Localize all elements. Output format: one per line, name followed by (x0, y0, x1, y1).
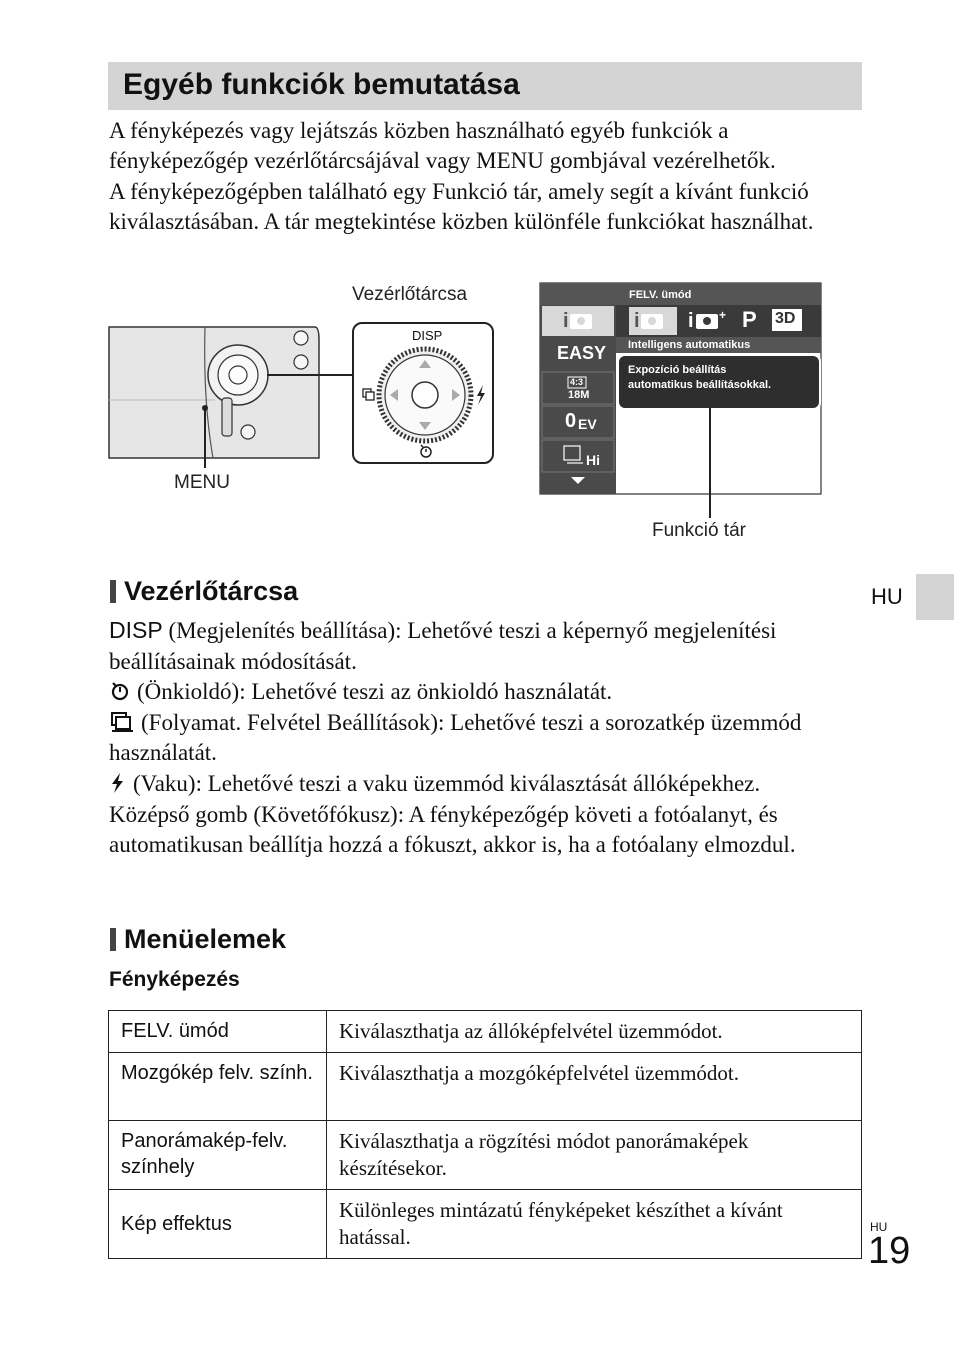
flash-line (109, 769, 869, 800)
menu-item-name: Mozgókép felv. szính. (109, 1053, 327, 1121)
menu-item-name: Kép effektus (109, 1190, 327, 1259)
menu-item-description: Különleges mintázatú fényképeket készíthet a kívánt hatással. (327, 1190, 862, 1259)
self-timer-icon (109, 680, 131, 702)
timer-description: (Önkioldó): Lehetővé teszi az önkioldó használatát. (137, 679, 613, 705)
label-function-tray: Funkció tár (652, 520, 746, 541)
menu-items-table (108, 1010, 862, 1259)
title-bar (108, 62, 862, 110)
image-ratio: 4:3 (570, 377, 584, 387)
ev-unit: EV (578, 416, 597, 432)
menu-subheading: Fényképezés (109, 968, 240, 991)
tooltip-line2: automatikus beállításokkal. (628, 379, 772, 391)
superior-auto-icon: i (688, 310, 694, 332)
disp-line (109, 615, 869, 677)
intro-paragraph: A fényképezőgépben található egy Funkció tár, amely segít a kívánt funkció kiválasztásában. A tár megtekintése közben különféle funkciókat használhat. (109, 178, 814, 235)
language-side-label: HU (871, 584, 903, 609)
tooltip-line1: Expozíció beállítás (628, 364, 727, 376)
screen-header: FELV. ümód (629, 289, 692, 301)
ia-mode-icon: i (563, 310, 569, 332)
intro-paragraph: A fényképezés vagy lejátszás közben használható egyéb funkciók a fényképezőgép vezérlőtárcsájával vagy MENU gombjával vezérelhetők. (109, 118, 776, 174)
section-heading-dial-text: Vezérlőtárcsa (124, 576, 299, 606)
continuous-shooting-icon (109, 711, 135, 733)
camera-figure (105, 280, 835, 550)
disp-description: (Megjelenítés beállítása): Lehetővé teszi a képernyő megjelenítési beállításainak módosítását. (109, 618, 777, 674)
disp-keyword: DISP (109, 617, 163, 643)
flash-description: (Vaku): Lehetővé teszi a vaku üzemmód kiválasztását állóképekhez. (133, 770, 761, 796)
ev-value: 0 (565, 410, 577, 432)
control-dial-drawing (353, 323, 493, 463)
menu-item-description: Kiválaszthatja a mozgóképfelvétel üzemmódot. (327, 1053, 862, 1121)
table-row (109, 1011, 862, 1053)
mode-p: P (742, 307, 757, 332)
center-button-description: Középső gomb (Követőfókusz): A fényképezőgép követi a fotóalanyt, és automatikusan beállítja hozzá a fókuszt, akkor is, ha a fotóalany elmozdul. (109, 801, 796, 858)
table-row (109, 1121, 862, 1190)
page-number: 19 (868, 1230, 911, 1272)
easy-mode: EASY (557, 343, 607, 363)
menu-item-name: Panorámakép-felv. színhely (109, 1121, 327, 1190)
heading-marker-icon (110, 928, 116, 951)
ia-mode-icon: i (634, 310, 640, 332)
language-side-tab (916, 574, 954, 620)
screen-subtitle: Intelligens automatikus (628, 339, 751, 351)
heading-marker-icon (110, 580, 116, 603)
section-heading-menu (110, 924, 286, 955)
dial-disp-label: DISP (412, 328, 443, 343)
image-size: 18M (568, 389, 590, 401)
menu-item-description: Kiválaszthatja a rögzítési módot panorámaképek készítésekor. (327, 1121, 862, 1190)
table-row (109, 1190, 862, 1259)
mode-3d: 3D (775, 310, 796, 327)
dial-description (109, 615, 869, 861)
label-menu: MENU (174, 472, 230, 493)
menu-item-description: Kiválaszthatja az állóképfelvétel üzemmódot. (327, 1011, 862, 1053)
table-row (109, 1053, 862, 1121)
section-heading-dial (110, 576, 298, 607)
page-title: Egyéb funkciók bemutatása (123, 68, 520, 101)
plus-icon: + (719, 308, 727, 322)
label-dial: Vezérlőtárcsa (352, 284, 468, 305)
burst-description: (Folyamat. Felvétel Beállítások): Lehetővé teszi a sorozatkép üzemmód használatát. (109, 709, 802, 766)
drive-mode-value: Hi (586, 452, 600, 468)
flash-icon (109, 772, 127, 794)
timer-line (109, 677, 869, 708)
intro-text (109, 116, 869, 238)
menu-item-name: FELV. ümód (109, 1011, 327, 1053)
camera-body-drawing (109, 327, 355, 468)
section-heading-menu-text: Menüelemek (124, 924, 287, 954)
page-language: HU (870, 1220, 888, 1234)
burst-line (109, 708, 869, 769)
